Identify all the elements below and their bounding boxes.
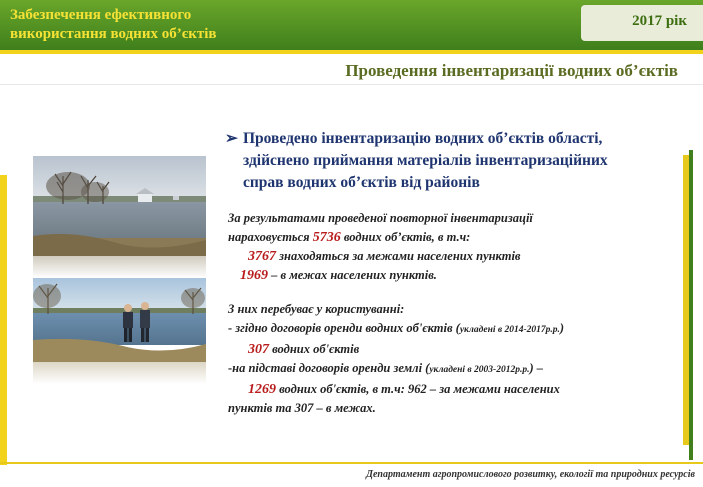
lease-land-text: -на підставі договорів оренди землі ( — [228, 361, 430, 375]
body-line-1: За результатами проведеної повторної інвентаризації — [228, 211, 533, 225]
lease-land-text2: водних об'єктів, в т.ч: 962 – за межами населених — [276, 382, 560, 396]
year-label: 2017 рік — [632, 13, 687, 29]
lease-water-line — [228, 319, 688, 340]
inside-text: – в межах населених пунктів. — [268, 268, 437, 282]
spacer — [228, 285, 688, 300]
lake-photo-1-reflection — [33, 256, 206, 278]
lease-water-note: укладені в 2014-2017р.р. — [459, 325, 560, 335]
bullet-line1: Проведено інвентаризацію водних об’єктів області, — [243, 130, 603, 147]
lease-land-close: ) – — [529, 361, 543, 375]
bullet-summary — [225, 128, 685, 194]
lake-photo-1 — [33, 156, 206, 256]
lease-water-count-line — [228, 340, 688, 359]
lake-people-image — [33, 278, 206, 362]
lease-water-text: - згідно договорів оренди водних об'єктів ( — [228, 321, 460, 335]
lake-photo-2 — [33, 278, 206, 362]
lease-water-close: ) — [559, 321, 565, 335]
lease-land-note: укладені в 2003-2012р.р. — [429, 365, 530, 375]
lake-winter-image — [33, 156, 206, 256]
footer-divider — [0, 462, 703, 464]
usage-heading: З них перебуває у користуванні: — [228, 302, 405, 316]
lease-land-last-line: пунктів та 307 – в межах. — [228, 401, 376, 415]
outside-count: 3767 — [248, 249, 276, 264]
lease-land-count: 1269 — [248, 382, 276, 397]
inside-settlements-line — [228, 266, 688, 285]
header-title-line1: Забезпечення ефективного — [10, 7, 192, 23]
lake-photo-2-reflection — [33, 362, 206, 384]
header — [0, 0, 703, 55]
inventory-details — [228, 209, 688, 418]
bullet-arrow-icon: ➢ — [225, 130, 238, 147]
lease-land-count-line — [228, 380, 688, 399]
outside-text: знаходяться за межами населених пунктів — [276, 249, 521, 263]
footer-department: Департамент агропромислового розвитку, екології та природних ресурсів — [366, 469, 695, 480]
bullet-line2: здійснено приймання матеріалів інвентаризаційних — [243, 152, 608, 169]
subtitle-divider — [0, 84, 703, 85]
slide-subtitle: Проведення інвентаризації водних об’єктів — [345, 61, 678, 80]
right-green-bar — [689, 150, 693, 460]
outside-settlements-line — [228, 247, 688, 266]
bullet-line3: справ водних об’єктів від районів — [243, 174, 480, 191]
lease-water-count: 307 — [248, 342, 269, 357]
body-line-2 — [228, 228, 688, 247]
lease-water-count-text: водних об'єктів — [269, 342, 360, 356]
inside-count: 1969 — [240, 268, 268, 283]
lease-land-line — [228, 359, 688, 380]
left-accent-bar — [0, 175, 7, 465]
header-title-line2: використання водних об’єктів — [10, 26, 217, 42]
body-text-fragment: нараховується — [228, 230, 313, 244]
body-text-fragment: водних об’єктів, в т.ч: — [340, 230, 471, 244]
header-accent-line — [0, 50, 703, 54]
header-title — [10, 6, 216, 44]
total-objects-count: 5736 — [312, 230, 341, 245]
